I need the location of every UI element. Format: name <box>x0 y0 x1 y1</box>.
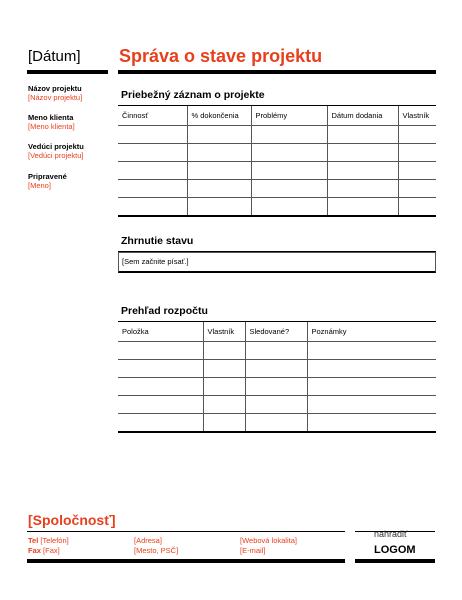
table-cell[interactable] <box>118 395 203 413</box>
table-cell[interactable] <box>251 125 327 143</box>
table-cell[interactable] <box>187 125 251 143</box>
table-cell[interactable] <box>327 125 398 143</box>
table-cell[interactable] <box>245 341 307 359</box>
table-cell[interactable] <box>245 359 307 377</box>
footer-contact-phone-fax <box>28 536 69 555</box>
column-header: Položka <box>118 322 203 341</box>
table-row <box>118 161 436 179</box>
table-cell[interactable] <box>118 161 187 179</box>
budget-table-bottom-rule <box>118 431 436 433</box>
sidebar-client-name <box>28 113 113 131</box>
table-cell[interactable] <box>398 161 436 179</box>
fax-label: Fax <box>28 545 41 555</box>
table-row <box>118 377 436 395</box>
table-cell[interactable] <box>398 125 436 143</box>
table-cell[interactable] <box>251 143 327 161</box>
table-cell[interactable] <box>187 143 251 161</box>
left-header-rule <box>27 70 108 74</box>
logo-placeholder[interactable]: LOGOM <box>374 544 416 556</box>
table-row <box>118 197 436 215</box>
budget-table <box>118 322 436 432</box>
table-cell[interactable] <box>307 359 436 377</box>
table-cell[interactable] <box>307 413 436 431</box>
table-cell[interactable] <box>307 341 436 359</box>
footer-contact-address <box>134 536 178 555</box>
column-header: Vlastník <box>398 106 436 125</box>
company-rule <box>27 531 345 532</box>
table-cell[interactable] <box>118 413 203 431</box>
table-cell[interactable] <box>118 179 187 197</box>
column-header: Sledované? <box>245 322 307 341</box>
table-row <box>118 395 436 413</box>
summary-text-field[interactable]: [Sem začnite písať.] <box>118 252 436 273</box>
table-row <box>118 143 436 161</box>
table-cell[interactable] <box>307 395 436 413</box>
sidebar-label: Vedúci projektu <box>28 142 84 151</box>
table-cell[interactable] <box>251 197 327 215</box>
table-cell[interactable] <box>327 143 398 161</box>
column-header: Činnosť <box>118 106 187 125</box>
footer-bottom-rule <box>27 559 345 563</box>
table-cell[interactable] <box>327 161 398 179</box>
email-field[interactable]: [E-mail] <box>240 545 266 555</box>
table-cell[interactable] <box>307 377 436 395</box>
sidebar-label: Meno klienta <box>28 113 74 122</box>
summary-section-title: Zhrnutie stavu <box>121 235 194 247</box>
table-cell[interactable] <box>327 197 398 215</box>
sidebar-label: Názov projektu <box>28 84 82 93</box>
sidebar-project-manager <box>28 142 113 160</box>
logo-bottom-rule <box>355 559 435 563</box>
table-cell[interactable] <box>203 395 245 413</box>
company-name-field[interactable]: [Spoločnosť] <box>28 512 116 528</box>
date-placeholder[interactable]: [Dátum] <box>28 48 81 65</box>
progress-section-title: Priebežný záznam o projekte <box>121 89 265 101</box>
table-cell[interactable] <box>398 143 436 161</box>
table-cell[interactable] <box>118 359 203 377</box>
column-header: Problémy <box>251 106 327 125</box>
sidebar-label: Pripravené <box>28 172 67 181</box>
sidebar-project-name <box>28 84 113 102</box>
progress-table <box>118 106 436 216</box>
column-header: Dátum dodania <box>327 106 398 125</box>
project-manager-field[interactable]: [Vedúci projektu] <box>28 151 84 160</box>
table-row <box>118 179 436 197</box>
table-cell[interactable] <box>118 341 203 359</box>
table-cell[interactable] <box>398 197 436 215</box>
table-header-row <box>118 322 436 341</box>
table-cell[interactable] <box>327 179 398 197</box>
table-cell[interactable] <box>203 359 245 377</box>
table-cell[interactable] <box>203 413 245 431</box>
table-cell[interactable] <box>118 377 203 395</box>
address-field[interactable]: [Adresa] <box>134 536 162 545</box>
tel-field[interactable]: [Telefón] <box>40 536 69 545</box>
table-cell[interactable] <box>251 179 327 197</box>
column-header: Poznámky <box>307 322 436 341</box>
table-cell[interactable] <box>118 125 187 143</box>
project-name-field[interactable]: [Názov projektu] <box>28 93 83 102</box>
website-field[interactable]: [Webová lokalita] <box>240 536 297 545</box>
tel-label: Tel <box>28 536 39 545</box>
main-header-rule <box>118 70 436 74</box>
table-cell[interactable] <box>118 197 187 215</box>
table-header-row <box>118 106 436 125</box>
column-header: Vlastník <box>203 322 245 341</box>
client-name-field[interactable]: [Meno klienta] <box>28 122 75 131</box>
table-cell[interactable] <box>187 161 251 179</box>
column-header: % dokončenia <box>187 106 251 125</box>
table-cell[interactable] <box>245 413 307 431</box>
table-cell[interactable] <box>245 395 307 413</box>
table-row <box>118 341 436 359</box>
sidebar-prepared-by <box>28 172 113 190</box>
table-cell[interactable] <box>118 143 187 161</box>
prepared-by-field[interactable]: [Meno] <box>28 181 51 190</box>
table-cell[interactable] <box>187 179 251 197</box>
fax-field[interactable]: [Fax] <box>43 545 60 555</box>
table-row <box>118 413 436 431</box>
table-cell[interactable] <box>187 197 251 215</box>
table-row <box>118 125 436 143</box>
table-cell[interactable] <box>203 341 245 359</box>
progress-table-bottom-rule <box>118 215 436 217</box>
table-row <box>118 359 436 377</box>
page-title: Správa o stave projektu <box>119 46 323 66</box>
table-cell[interactable] <box>245 377 307 395</box>
budget-section-title: Prehľad rozpočtu <box>121 305 208 317</box>
city-zip-field[interactable]: [Mesto, PSČ] <box>134 545 179 555</box>
footer-contact-web <box>240 536 297 555</box>
table-cell[interactable] <box>251 161 327 179</box>
logo-placeholder-small[interactable]: nahradiť <box>374 529 408 539</box>
table-cell[interactable] <box>398 179 436 197</box>
table-cell[interactable] <box>203 377 245 395</box>
